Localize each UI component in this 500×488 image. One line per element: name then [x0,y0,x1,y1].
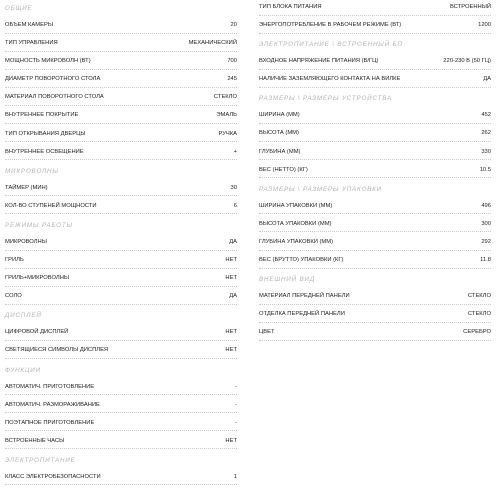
spec-value: СТЕКЛО [467,293,491,300]
spec-label: ГРИЛЬ [5,257,24,264]
spec-label: АВТОМАТИЧ. РАЗМОРАЖИВАНИЕ [5,401,100,408]
spec-row [5,90,237,106]
spec-label: ТИП БЛОКА ПИТАНИЯ [259,4,322,10]
spec-value: ДА [483,76,491,83]
section-title: РАЗМЕРЫ \ РАЗМЕРЫ УПАКОВКИ [259,185,382,193]
section-title: ФУНКЦИИ [5,366,41,374]
spec-value: - [235,401,237,408]
spec-label: ВЫСОТА (ММ) [259,130,299,137]
section-title: ВНЕШНИЙ ВИД [259,276,315,284]
section-title: МИКРОВОЛНЫ [5,167,59,175]
spec-row [5,18,237,34]
spec-label: ГЛУБИНА УПАКОВКИ (ММ) [259,238,334,245]
spec-label: ВНУТРЕННЕЕ ПОКРЫТИЕ [5,112,79,119]
spec-label: ТАЙМЕР (МИН) [5,184,48,191]
spec-row [259,126,491,142]
spec-value: ДА [229,238,237,245]
spec-value: СТЕКЛО [467,311,491,318]
spec-row [5,36,237,52]
spec-row [5,343,237,359]
spec-value: + [233,148,237,155]
spec-row [5,289,237,305]
spec-value: МЕХАНИЧЕСКИЙ [188,40,237,47]
spec-label: ВХОДНОЕ НАПРЯЖЕНИЕ ПИТАНИЯ (В/ГЦ) [259,58,379,65]
spec-row [259,163,491,179]
spec-label: СОЛО [5,293,22,300]
spec-row [259,253,491,269]
spec-value: 245 [227,76,237,83]
spec-value: 1 [233,473,237,480]
spec-label: ВЫСОТА УПАКОВКИ (ММ) [259,220,332,227]
spec-row [5,398,237,414]
spec-value: 30 [230,184,237,191]
spec-value: 1200 [478,22,491,29]
spec-value: РУЧКА [218,130,237,137]
spec-label: КОЛ-ВО СТУПЕНЕЙ МОЩНОСТИ [5,202,97,209]
section-title: РАЗМЕРЫ \ РАЗМЕРЫ УСТРОЙСТВА [259,95,393,103]
right-column [259,0,491,343]
spec-value: ВСТРОЕННЫЙ [450,4,491,10]
spec-row [259,289,491,305]
spec-label: ТИП УПРАВЛЕНИЯ [5,40,58,47]
spec-value: НЕТ [225,257,237,264]
spec-label: ВЕС (БРУТТО) УПАКОВКИ (КГ) [259,257,344,264]
spec-row [5,199,237,215]
spec-row [5,434,237,450]
spec-row [5,416,237,432]
spec-row [5,108,237,124]
spec-row [5,271,237,287]
spec-value: - [235,383,237,390]
spec-label: ШИРИНА (ММ) [259,112,300,119]
spec-label: ЦВЕТ [259,329,275,336]
spec-label: МОЩНОСТЬ МИКРОВОЛН (ВТ) [5,58,91,65]
spec-label: ДИАМЕТР ПОВОРОТНОГО СТОЛА [5,76,101,83]
spec-label: ВНУТРЕННЕЕ ОСВЕЩЕНИЕ [5,148,84,155]
spec-label: АВТОМАТИЧ. ПРИГОТОВЛЕНИЕ [5,383,95,390]
spec-value: 20 [230,22,237,28]
spec-value: 452 [481,112,491,119]
section-title: ДИСПЛЕЙ [5,312,42,320]
spec-row [5,72,237,88]
spec-label: ЭНЕРГОПОТРЕБЛЕНИЕ В РАБОЧЕМ РЕЖИМЕ (ВТ) [259,22,402,29]
spec-value: 292 [481,238,491,245]
spec-row [5,325,237,341]
spec-row [259,0,491,16]
spec-value: НЕТ [225,275,237,282]
spec-value: 6 [233,202,237,209]
section-title: ЭЛЕКТРОПИТАНИЕ [5,456,76,464]
spec-row [259,199,491,215]
spec-row [259,325,491,341]
spec-value: 220-230 В (50 ГЦ) [443,58,491,65]
spec-row [259,18,491,34]
spec-row [5,54,237,70]
spec-row [259,217,491,233]
spec-label: МАТЕРИАЛ ПЕРЕДНЕЙ ПАНЕЛИ [259,293,350,300]
spec-value: 262 [481,130,491,137]
spec-row [259,307,491,323]
section-title: РЕЖИМЫ РАБОТЫ [5,221,73,229]
spec-label: ЦИФРОВОЙ ДИСПЛЕЙ [5,329,69,336]
spec-label: ГЛУБИНА (ММ) [259,148,301,155]
spec-value: 700 [227,58,237,65]
spec-label: ВСТРОЕННЫЕ ЧАСЫ [5,437,65,444]
spec-row [259,145,491,161]
spec-label: КЛАСС ЭЛЕКТРОБЕЗОПАСНОСТИ [5,473,101,480]
spec-row [5,470,237,486]
spec-value: НЕТ [225,347,237,354]
spec-label: ВЕС (НЕТТО) (КГ) [259,166,308,173]
spec-row [5,127,237,143]
spec-value: НЕТ [225,437,237,444]
spec-value: 300 [481,220,491,227]
spec-row [259,72,491,88]
spec-value: СТЕКЛО [213,94,237,101]
spec-value: ЭМАЛЬ [216,112,237,119]
spec-label: ПОЭТАПНОЕ ПРИГОТОВЛЕНИЕ [5,419,95,426]
spec-row [259,235,491,251]
spec-value: 330 [481,148,491,155]
spec-label: СВЕТЯЩИЕСЯ СИМВОЛЫ ДИСПЛЕЯ [5,347,109,354]
spec-value: - [235,419,237,426]
spec-value: НЕТ [225,329,237,336]
spec-row [5,145,237,161]
spec-value: ДА [229,293,237,300]
spec-label: ТИП ОТКРЫВАНИЯ ДВЕРЦЫ [5,130,86,137]
spec-value: 10.5 [479,166,491,173]
spec-value: 496 [481,202,491,209]
spec-row [259,108,491,124]
section-title: ОБЩИЕ [5,5,33,12]
spec-label: ОБЪЕМ КАМЕРЫ [5,22,53,28]
spec-label: НАЛИЧИЕ ЗАЗЕМЛЯЮЩЕГО КОНТАКТА НА ВИЛКЕ [259,76,401,83]
left-column [5,0,237,488]
spec-row [5,253,237,269]
spec-label: ШИРИНА УПАКОВКИ (ММ) [259,202,333,209]
spec-label: ОТДЕЛКА ПЕРЕДНЕЙ ПАНЕЛИ [259,311,345,318]
spec-label: ГРИЛЬ+МИКРОВОЛНЫ [5,275,70,282]
spec-row [5,380,237,396]
spec-row [5,235,237,251]
spec-label: МАТЕРИАЛ ПОВОРОТНОГО СТОЛА [5,94,104,101]
spec-label: МИКРОВОЛНЫ [5,238,47,245]
spec-row [259,54,491,70]
spec-value: СЕРЕБРО [463,329,491,336]
spec-row [5,181,237,197]
section-title: ЭЛЕКТРОПИТАНИЕ \ ВСТРОЕННЫЙ БП [259,41,403,49]
spec-value: 11.8 [480,257,491,264]
